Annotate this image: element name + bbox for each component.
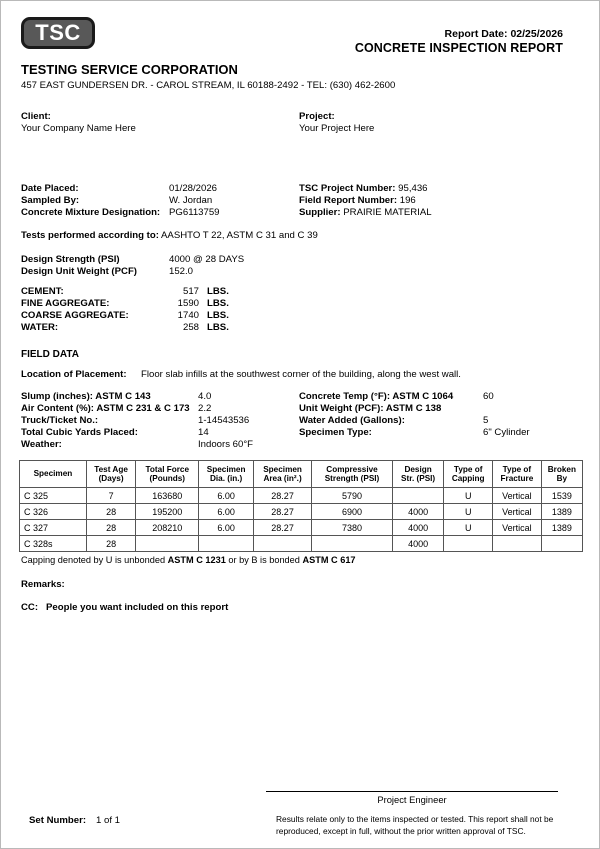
cell-type-of-capping: U bbox=[444, 504, 493, 520]
mix-unit-water: LBS. bbox=[207, 322, 229, 333]
signature-label: Project Engineer bbox=[377, 794, 447, 805]
set-number-value: 1 of 1 bbox=[96, 815, 121, 826]
location-of-placement-label: Location of Placement: bbox=[21, 369, 127, 380]
cell-compressive-strength bbox=[312, 536, 393, 552]
mix-unit-fine-aggregate: LBS. bbox=[207, 298, 229, 309]
tsc-logo bbox=[21, 17, 95, 49]
tsc-logo-text: TSC bbox=[35, 20, 81, 45]
cell-broken-by: 1389 bbox=[541, 520, 582, 536]
mix-label-fine-aggregate: FINE AGGREGATE: bbox=[21, 298, 110, 309]
report-date: Report Date: 02/25/2026 bbox=[444, 28, 563, 40]
cell-broken-by: 1389 bbox=[541, 504, 582, 520]
mix-label-coarse-aggregate: COARSE AGGREGATE: bbox=[21, 310, 129, 321]
concrete-temp-value: 60 bbox=[483, 391, 494, 402]
slump-label: Slump (inches): ASTM C 143 bbox=[21, 391, 151, 402]
water-added-value: 5 bbox=[483, 415, 489, 426]
mix-qty-coarse-aggregate: 1740 bbox=[177, 310, 199, 321]
specimen-type-value: 6" Cylinder bbox=[483, 427, 530, 438]
remarks-label: Remarks: bbox=[21, 579, 65, 590]
cell-test-age: 7 bbox=[86, 488, 135, 504]
tests-performed bbox=[21, 230, 318, 241]
col-type-of-capping: Type of Capping bbox=[444, 461, 493, 488]
cubic-yards-label: Total Cubic Yards Placed: bbox=[21, 427, 138, 438]
tests-performed-value: AASHTO T 22, ASTM C 31 and C 39 bbox=[161, 230, 318, 241]
cell-specimen: C 327 bbox=[20, 520, 87, 536]
tsc-project-number-label: TSC Project Number: bbox=[299, 183, 396, 194]
tsc-project-number bbox=[299, 183, 428, 194]
mix-label-water: WATER: bbox=[21, 322, 59, 333]
truck-ticket-value: 1-14543536 bbox=[198, 415, 250, 426]
truck-ticket-label: Truck/Ticket No.: bbox=[21, 415, 99, 426]
project-label: Project: bbox=[299, 111, 335, 122]
tsc-project-number-value: 95,436 bbox=[398, 183, 428, 194]
cell-compressive-strength: 5790 bbox=[312, 488, 393, 504]
design-unit-weight-label: Design Unit Weight (PCF) bbox=[21, 266, 138, 277]
col-broken-by: Broken By bbox=[541, 461, 582, 488]
cc-label: CC: bbox=[21, 602, 39, 613]
supplier-value: PRAIRIE MATERIAL bbox=[343, 207, 432, 218]
cell-type-of-fracture: Vertical bbox=[493, 520, 542, 536]
field-data-section-title: FIELD DATA bbox=[21, 349, 79, 360]
table-header-row bbox=[20, 461, 583, 488]
table-row bbox=[20, 504, 583, 520]
sampled-by-value: W. Jordan bbox=[169, 195, 213, 206]
table-row bbox=[20, 536, 583, 552]
design-strength-label: Design Strength (PSI) bbox=[21, 254, 120, 265]
supplier-label: Supplier: bbox=[299, 207, 341, 218]
cell-design-strength: 4000 bbox=[392, 536, 443, 552]
col-compressive-strength: Compressive Strength (PSI) bbox=[312, 461, 393, 488]
cell-specimen-dia bbox=[199, 536, 254, 552]
mix-label-cement: CEMENT: bbox=[21, 286, 64, 297]
cell-design-strength: 4000 bbox=[392, 504, 443, 520]
cell-type-of-capping: U bbox=[444, 520, 493, 536]
field-report-number-value: 196 bbox=[399, 195, 416, 206]
mix-unit-cement: LBS. bbox=[207, 286, 229, 297]
weather-label: Weather: bbox=[21, 439, 62, 450]
capping-standard-unbonded: ASTM C 1231 bbox=[167, 555, 226, 565]
company-name: TESTING SERVICE CORPORATION bbox=[21, 62, 238, 77]
capping-note-middle: or by B is bonded bbox=[225, 555, 303, 565]
table-row bbox=[20, 520, 583, 536]
cell-test-age: 28 bbox=[86, 504, 135, 520]
cell-total-force: 163680 bbox=[136, 488, 199, 504]
cell-test-age: 28 bbox=[86, 536, 135, 552]
cell-specimen: C 326 bbox=[20, 504, 87, 520]
water-added-label: Water Added (Gallons): bbox=[299, 415, 405, 426]
mix-qty-water: 258 bbox=[182, 322, 199, 333]
capping-note bbox=[21, 555, 356, 565]
cell-broken-by bbox=[541, 536, 582, 552]
specimen-type-label: Specimen Type: bbox=[299, 427, 372, 438]
cell-specimen-area bbox=[253, 536, 311, 552]
specimen-results-table bbox=[19, 460, 583, 552]
cell-specimen-dia: 6.00 bbox=[199, 488, 254, 504]
field-report-number-label: Field Report Number: bbox=[299, 195, 398, 206]
slump-value: 4.0 bbox=[198, 391, 212, 402]
cell-type-of-fracture bbox=[493, 536, 542, 552]
weather-value: Indoors 60°F bbox=[198, 439, 254, 450]
design-strength-value: 4000 @ 28 DAYS bbox=[169, 254, 245, 265]
cell-compressive-strength: 6900 bbox=[312, 504, 393, 520]
cc-value: People you want included on this report bbox=[46, 602, 229, 613]
cell-type-of-capping: U bbox=[444, 488, 493, 504]
cell-total-force bbox=[136, 536, 199, 552]
mix-qty-fine-aggregate: 1590 bbox=[177, 298, 199, 309]
concrete-temp-label: Concrete Temp (°F): ASTM C 1064 bbox=[299, 391, 454, 402]
cell-specimen: C 328s bbox=[20, 536, 87, 552]
cell-type-of-fracture: Vertical bbox=[493, 488, 542, 504]
cell-compressive-strength: 7380 bbox=[312, 520, 393, 536]
cell-specimen-dia: 6.00 bbox=[199, 520, 254, 536]
cell-type-of-fracture: Vertical bbox=[493, 504, 542, 520]
cell-design-strength: 4000 bbox=[392, 520, 443, 536]
design-unit-weight-value: 152.0 bbox=[169, 266, 194, 277]
col-type-of-fracture: Type of Fracture bbox=[493, 461, 542, 488]
cell-specimen-dia: 6.00 bbox=[199, 504, 254, 520]
capping-standard-bonded: ASTM C 617 bbox=[302, 555, 356, 565]
mix-unit-coarse-aggregate: LBS. bbox=[207, 310, 229, 321]
signature-line bbox=[266, 791, 558, 792]
location-of-placement-value: Floor slab infills at the southwest corner of the building, along the west wall. bbox=[141, 369, 461, 380]
field-report-number bbox=[299, 195, 416, 206]
table-row bbox=[20, 488, 583, 504]
cell-specimen-area: 28.27 bbox=[253, 520, 311, 536]
date-placed-value: 01/28/2026 bbox=[169, 183, 218, 194]
sampled-by-label: Sampled By: bbox=[21, 195, 80, 206]
capping-note-prefix: Capping denoted by U is unbonded bbox=[21, 555, 168, 565]
set-number-label: Set Number: bbox=[29, 815, 87, 826]
col-specimen-dia: Specimen Dia. (in.) bbox=[199, 461, 254, 488]
mixture-designation-value: PG6113759 bbox=[169, 207, 220, 218]
cell-broken-by: 1539 bbox=[541, 488, 582, 504]
cell-specimen-area: 28.27 bbox=[253, 488, 311, 504]
cell-type-of-capping bbox=[444, 536, 493, 552]
tests-performed-label: Tests performed according to: bbox=[21, 230, 159, 241]
project-value: Your Project Here bbox=[299, 123, 375, 134]
cubic-yards-value: 14 bbox=[198, 427, 209, 438]
client-value: Your Company Name Here bbox=[21, 123, 136, 134]
supplier bbox=[299, 207, 432, 218]
disclaimer-text: Results relate only to the items inspected or tested. This report shall not be reproduced, except in full, without the prior written approval of TSC. bbox=[276, 814, 554, 837]
cell-specimen-area: 28.27 bbox=[253, 504, 311, 520]
air-content-value: 2.2 bbox=[198, 403, 212, 414]
mixture-designation-label: Concrete Mixture Designation: bbox=[21, 207, 161, 218]
cell-total-force: 195200 bbox=[136, 504, 199, 520]
cell-total-force: 208210 bbox=[136, 520, 199, 536]
col-specimen-area: Specimen Area (in².) bbox=[253, 461, 311, 488]
col-total-force: Total Force (Pounds) bbox=[136, 461, 199, 488]
cell-design-strength bbox=[392, 488, 443, 504]
cell-test-age: 28 bbox=[86, 520, 135, 536]
date-placed-label: Date Placed: bbox=[21, 183, 79, 194]
report-title: CONCRETE INSPECTION REPORT bbox=[354, 41, 563, 55]
air-content-label: Air Content (%): ASTM C 231 & C 173 bbox=[21, 403, 190, 414]
client-label: Client: bbox=[21, 111, 51, 122]
col-specimen: Specimen bbox=[20, 461, 87, 488]
company-address: 457 EAST GUNDERSEN DR. - CAROL STREAM, IL 60188-2492 - TEL: (630) 462-2600 bbox=[21, 80, 396, 91]
mix-qty-cement: 517 bbox=[182, 286, 199, 297]
cell-specimen: C 325 bbox=[20, 488, 87, 504]
unit-weight-label: Unit Weight (PCF): ASTM C 138 bbox=[299, 403, 442, 414]
col-design-strength: Design Str. (PSI) bbox=[392, 461, 443, 488]
col-test-age: Test Age (Days) bbox=[86, 461, 135, 488]
